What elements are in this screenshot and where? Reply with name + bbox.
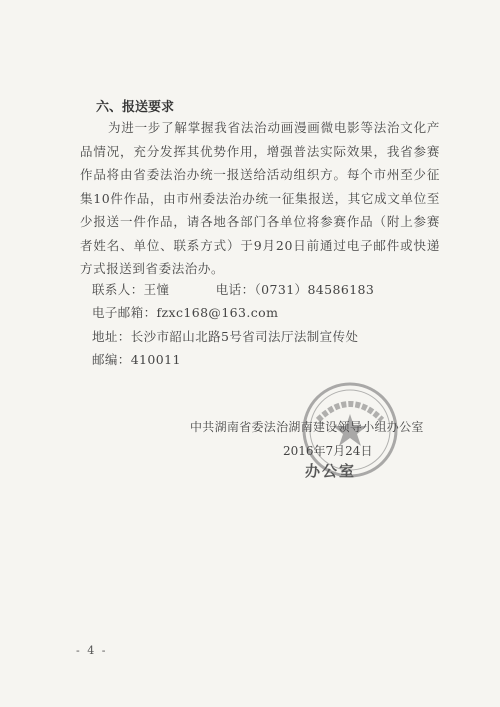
signature-org: 中共湖南省委法治湖南建设领导小组办公室 — [190, 420, 424, 434]
contact-line — [92, 280, 374, 298]
section-heading: 六、报送要求 — [96, 100, 175, 115]
contact-address: 地址：长沙市韶山北路5号省司法厅法制宣传处 — [92, 329, 359, 344]
signature-date: 2016年7月24日 — [283, 444, 373, 458]
contact-person: 联系人：王憧 — [92, 282, 170, 297]
body-paragraph: 为进一步了解掌握我省法治动画漫画微电影等法治文化产品情况，充分发挥其优势作用，增强普法实际效果，我省参赛作品将由省委法治办统一报送给活动组织方。每个市州至少征集10件作品，由市州委法治办统一征集报送，其它成文单位至少报送一件作品，请各地各部门各单位将参赛作品（附上参赛者姓名、单位、联系方式）于9月20日前通过电子邮件或快递方式报送到省委法治办。 — [80, 120, 440, 276]
seal-office-text: 办公室 — [305, 462, 357, 480]
contact-email: 电子邮箱：fzxc168@163.com — [92, 305, 279, 320]
contact-phone: 电话：（0731）84586183 — [215, 282, 375, 297]
page-number: - 4 - — [76, 644, 108, 657]
contact-postcode: 邮编：410011 — [92, 352, 181, 367]
